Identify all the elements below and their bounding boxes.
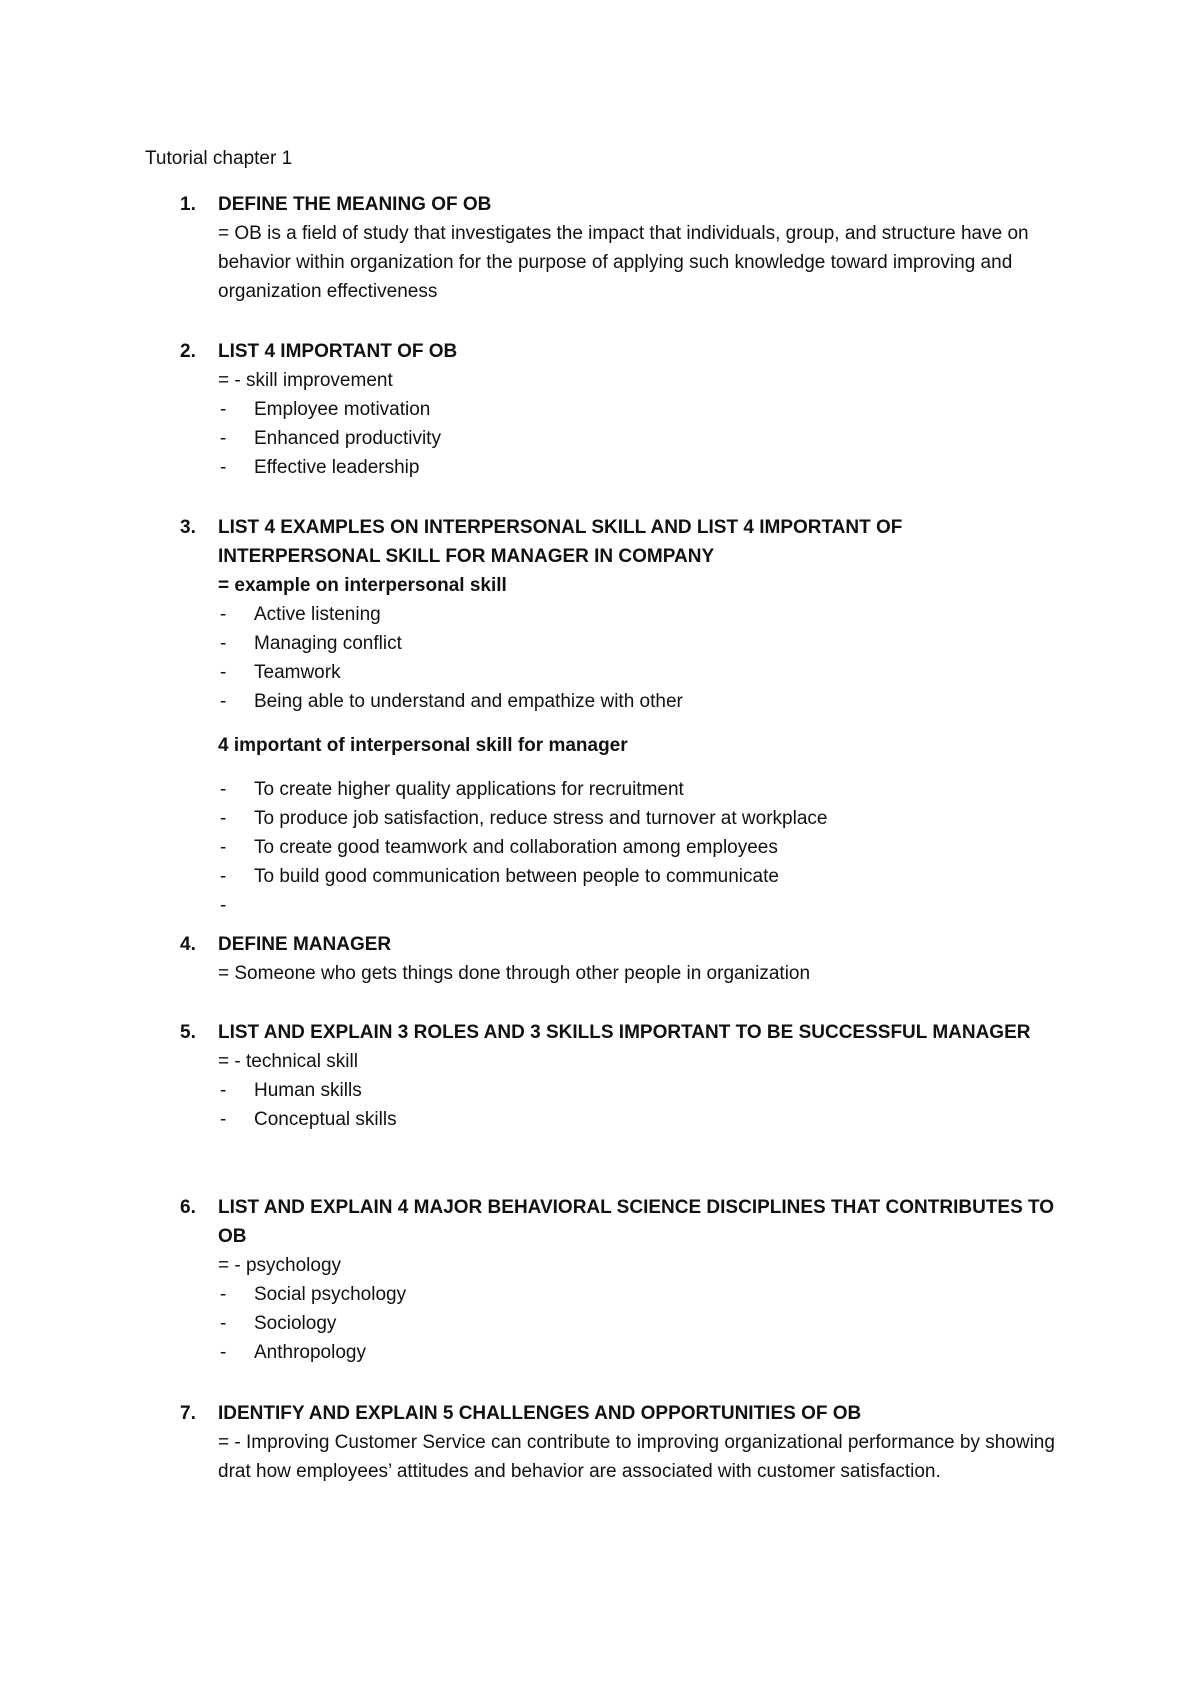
question-7 [145, 1399, 1065, 1486]
list-item: - Teamwork [220, 662, 341, 683]
list-item-text: Employee motivation [254, 399, 431, 420]
question-number: 7. [180, 1403, 196, 1424]
list-item-text: To create good teamwork and collaboration among employees [254, 837, 778, 858]
list-item: - Employee motivation [220, 399, 431, 420]
subheading-examples: = example on interpersonal skill [218, 575, 507, 596]
list-item-text: Teamwork [254, 662, 341, 683]
list-item: - Social psychology [220, 1284, 407, 1305]
question-heading: LIST 4 EXAMPLES ON INTERPERSONAL SKILL AND LIST 4 IMPORTANT OF INTERPERSONAL SKILL FOR MANAGER IN COMPANY [218, 517, 903, 567]
question-number: 4. [180, 934, 196, 955]
question-number: 6. [180, 1197, 196, 1218]
list-item-text: Effective leadership [254, 457, 420, 478]
answer-first-line: = - psychology [218, 1255, 342, 1276]
list-item: - Managing conflict [220, 633, 402, 654]
question-5 [145, 1018, 1065, 1134]
list-item: - Sociology [220, 1313, 337, 1334]
question-heading: LIST AND EXPLAIN 3 ROLES AND 3 SKILLS IMPORTANT TO BE SUCCESSFUL MANAGER [218, 1022, 1031, 1043]
question-number: 1. [180, 194, 196, 215]
question-heading: DEFINE MANAGER [218, 934, 392, 955]
list-item-text: Managing conflict [254, 633, 402, 654]
question-4 [145, 930, 1065, 988]
list-item-text: Enhanced productivity [254, 428, 441, 449]
list-item-text: Active listening [254, 604, 381, 625]
answer-text: = - Improving Customer Service can contribute to improving organizational performance by showing drat how employees’ attitudes and behavior are associated with customer satisfaction. [218, 1432, 1055, 1482]
list-item: - To build good communication between people to communicate [220, 866, 779, 887]
answer-first-line: = - technical skill [218, 1051, 358, 1072]
question-3 [145, 513, 1065, 920]
question-number: 2. [180, 341, 196, 362]
subheading-importance: 4 important of interpersonal skill for manager [218, 735, 628, 756]
list-item: - Anthropology [220, 1342, 366, 1363]
list-item-text: To build good communication between people to communicate [254, 866, 779, 887]
list-item-text: Human skills [254, 1080, 362, 1101]
list-item: - To produce job satisfaction, reduce stress and turnover at workplace [220, 808, 828, 829]
question-6 [145, 1193, 1065, 1367]
list-item-text: To create higher quality applications for recruitment [254, 779, 684, 800]
list-item: - Enhanced productivity [220, 428, 441, 449]
question-heading: DEFINE THE MEANING OF OB [218, 194, 492, 215]
list-item-text: Being able to understand and empathize with other [254, 691, 683, 712]
list-item-text: Sociology [254, 1313, 337, 1334]
question-heading: LIST 4 IMPORTANT OF OB [218, 341, 458, 362]
list-item: - To create good teamwork and collaboration among employees [220, 837, 778, 858]
question-number: 3. [180, 517, 196, 538]
list-item-text: Anthropology [254, 1342, 366, 1363]
question-1 [145, 190, 1065, 306]
list-item: - Effective leadership [220, 457, 420, 478]
list-item: - Conceptual skills [220, 1109, 397, 1130]
list-item: - To create higher quality applications for recruitment [220, 779, 684, 800]
list-item-text: Conceptual skills [254, 1109, 397, 1130]
question-2 [145, 337, 1065, 482]
question-heading: IDENTIFY AND EXPLAIN 5 CHALLENGES AND OPPORTUNITIES OF OB [218, 1403, 862, 1424]
list-item: - Being able to understand and empathize with other [220, 691, 683, 712]
question-heading: LIST AND EXPLAIN 4 MAJOR BEHAVIORAL SCIENCE DISCIPLINES THAT CONTRIBUTES TO OB [218, 1197, 1055, 1247]
list-item-text: To produce job satisfaction, reduce stress and turnover at workplace [254, 808, 828, 829]
document-title: Tutorial chapter 1 [145, 148, 293, 169]
answer-text: = OB is a field of study that investigates the impact that individuals, group, and structure have on behavior within organization for the purpose of applying such knowledge toward improving and organization effectiveness [218, 223, 1029, 302]
answer-first-line: = - skill improvement [218, 370, 393, 391]
list-item: - Active listening [220, 604, 381, 625]
list-item-text: Social psychology [254, 1284, 407, 1305]
empty-dash-item: - [220, 895, 227, 916]
question-number: 5. [180, 1022, 196, 1043]
list-item: - Human skills [220, 1080, 362, 1101]
answer-text: = Someone who gets things done through other people in organization [218, 963, 811, 984]
